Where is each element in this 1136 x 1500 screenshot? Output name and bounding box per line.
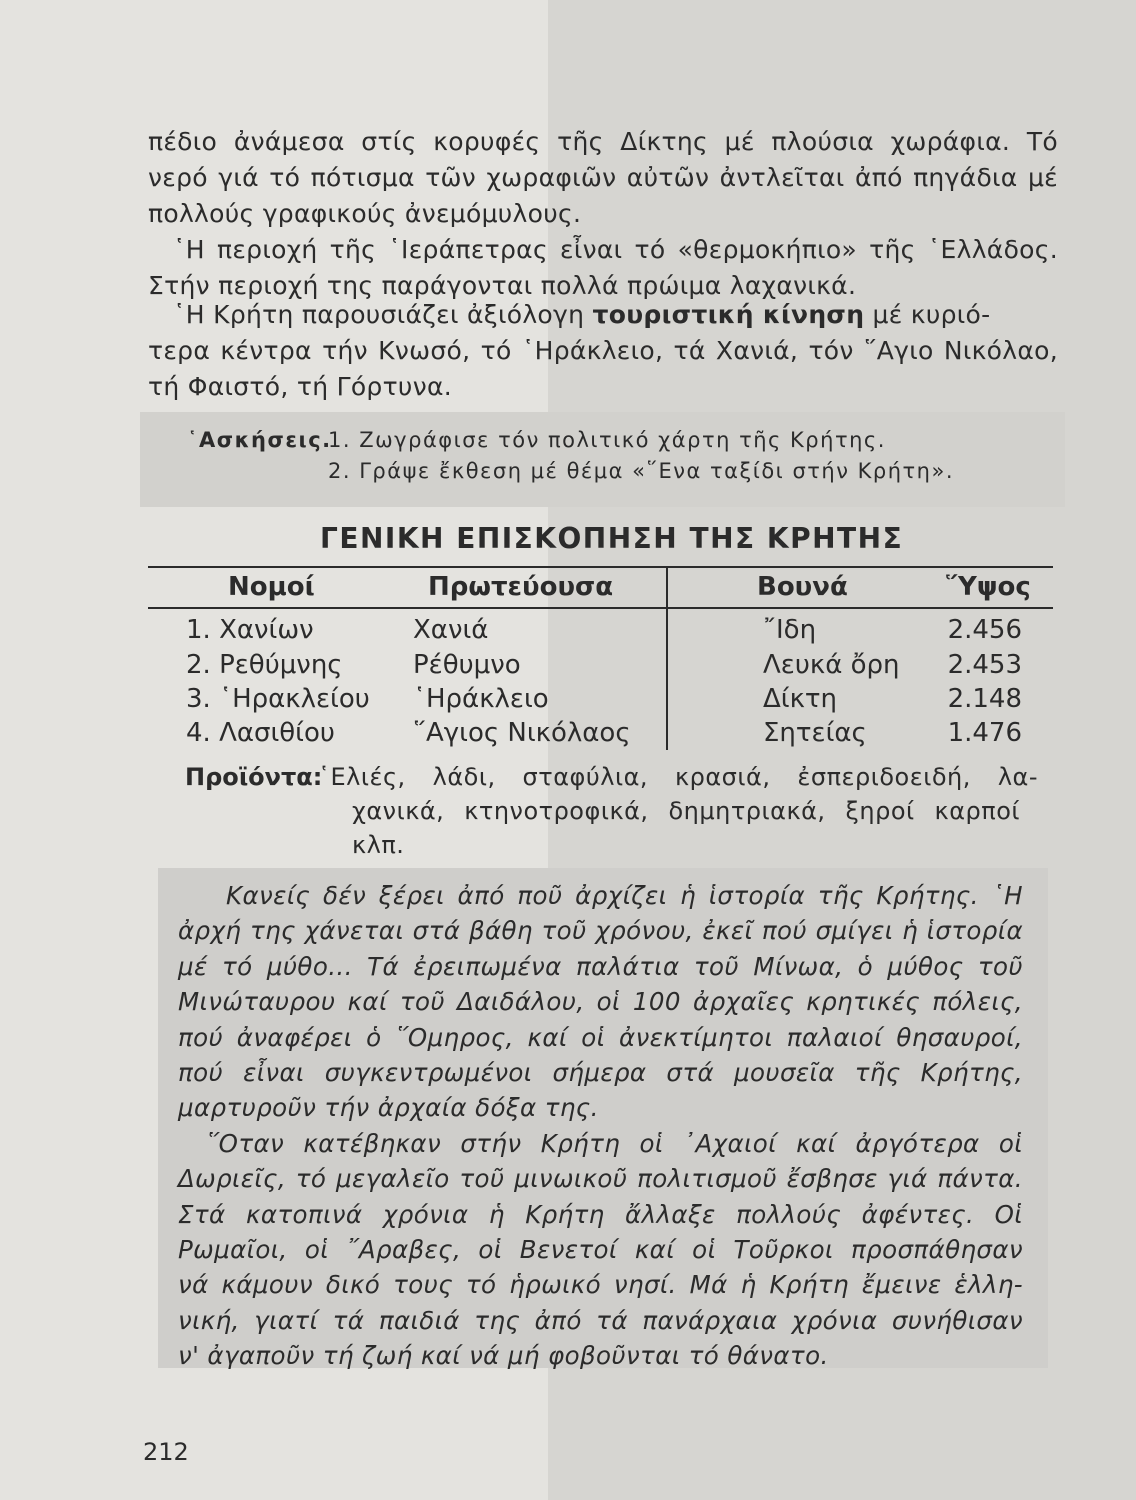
quote-line: Στά κατοπινά χρόνια ἡ Κρήτη ἄλλαξε πολλούς ἀφέντες. Οἱ: [178, 1199, 1023, 1229]
cell-prefecture: 1. Χανίων: [186, 615, 314, 645]
quote-text: [178, 878, 1023, 1374]
quote-line: πού ἀναφέρει ὁ ῞Ομηρος, καί οἱ ἀνεκτίμητοι παλαιοί θησαυροί,: [178, 1022, 1023, 1052]
cell-capital: ῞Αγιος Νικόλαος: [413, 718, 631, 748]
quote-line: Μινώταυρου καί τοῦ Δαιδάλου, οἱ 100 ἀρχαῖες κρητικές πόλεις,: [178, 987, 1023, 1017]
table-title: ΓΕΝΙΚΗ ΕΠΙΣΚΟΠΗΣΗ ΤΗΣ ΚΡΗΤΗΣ: [320, 522, 904, 555]
quote-line: Κανείς δέν ξέρει ἀπό ποῦ ἀρχίζει ἡ ἱστορία τῆς Κρήτης. ῾Η: [226, 881, 1023, 910]
text-run: ῾Η Κρήτη παρουσιάζει ἀξιόλογη: [173, 300, 593, 329]
cell-altitude: 2.148: [947, 684, 1022, 714]
exercise-item-2: 2. Γράψε ἔκθεση μέ θέμα «῞Ενα ταξίδι στήν Κρήτη».: [328, 459, 955, 483]
table-column-divider: [666, 566, 668, 750]
cell-mountain: Δίκτη: [763, 684, 838, 714]
text-line: ῾Η περιοχή τῆς ῾Ιεράπετρας εἶναι τό «θερμοκήπιο» τῆς ῾Ελλάδος.: [173, 235, 1058, 264]
quote-line: μαρτυροῦν τήν ἀρχαία δόξα της.: [178, 1093, 599, 1123]
text-run: μέ κυριό-: [864, 300, 991, 329]
cell-altitude: 1.476: [947, 718, 1022, 748]
products-label: Προϊόντα:: [185, 763, 323, 791]
products-line: χανικά, κτηνοτροφικά, δημητριακά, ξηροί καρποί: [352, 797, 1020, 825]
cell-capital: ῾Ηράκλειο: [413, 684, 549, 714]
cell-capital: Χανιά: [413, 615, 489, 645]
text-line: τή Φαιστό, τή Γόρτυνα.: [148, 372, 452, 401]
cell-altitude: 2.456: [947, 615, 1022, 645]
quote-line: μέ τό μύθο... Τά ἐρειπωμένα παλάτια τοῦ Μίνωα, ὁ μύθος τοῦ: [178, 951, 1023, 981]
text-line: τερα κέντρα τήν Κνωσό, τό ῾Ηράκλειο, τά Χανιά, τόν ῞Αγιο Νικόλαο,: [148, 336, 1058, 365]
quote-line: Δωριεῖς, τό μεγαλεῖο τοῦ μινωικοῦ πολιτισμοῦ ἔσβησε γιά πάντα.: [178, 1164, 1023, 1194]
cell-prefecture: 2. Ρεθύμνης: [186, 650, 343, 680]
page-number: 212: [143, 1438, 189, 1466]
paragraph-1: [148, 124, 1058, 232]
quote-line: νά κάμουν δικό τους τό ἡρωικό νησί. Μά ἡ Κρήτη ἔμεινε ἑλλη-: [178, 1270, 1023, 1300]
text-line: πέδιο ἀνάμεσα στίς κορυφές τῆς Δίκτης μέ πλούσια χωράφια. Τό: [148, 127, 1058, 156]
exercise-item-1: 1. Ζωγράφισε τόν πολιτικό χάρτη τῆς Κρήτης.: [328, 428, 886, 452]
cell-mountain: Σητείας: [763, 718, 867, 748]
table-rule-header: [148, 607, 1053, 609]
cell-mountain: ῎Ιδη: [763, 615, 817, 645]
text-line: νερό γιά τό πότισμα τῶν χωραφιῶν αὐτῶν ἀντλεῖται ἀπό πηγάδια μέ: [148, 163, 1058, 192]
bold-term: τουριστική κίνηση: [592, 300, 865, 329]
text-line: [148, 297, 1058, 333]
cell-mountain: Λευκά ὄρη: [763, 650, 900, 680]
cell-capital: Ρέθυμνο: [413, 650, 521, 680]
cell-prefecture: 3. ῾Ηρακλείου: [186, 684, 370, 714]
table-header-altitude: ῞Υψος: [945, 572, 1031, 602]
quote-line: πού εἶναι συγκεντρωμένοι σήμερα στά μουσεῖα τῆς Κρήτης,: [178, 1058, 1023, 1088]
products-line: κλπ.: [352, 831, 405, 859]
cell-prefecture: 4. Λασιθίου: [186, 718, 335, 748]
quote-line: ἀρχή της χάνεται στά βάθη τοῦ χρόνου, ἐκεῖ πού σμίγει ἡ ἱστορία: [178, 916, 1023, 946]
quote-line: Ρωμαῖοι, οἱ ῎Αραβες, οἱ Βενετοί καί οἱ Τοῦρκοι προσπάθησαν: [178, 1235, 1023, 1265]
text-line: πολλούς γραφικούς ἀνεμόμυλους.: [148, 199, 582, 228]
quote-line: ῞Οταν κατέβηκαν στήν Κρήτη οἱ ᾿Αχαιοί καί ἀργότερα οἱ: [206, 1128, 1023, 1158]
quote-line: ν' ἀγαποῦν τή ζωή καί νά μή φοβοῦνται τό θάνατο.: [178, 1341, 829, 1371]
cell-altitude: 2.453: [947, 650, 1022, 680]
table-header-mountains: Βουνά: [757, 572, 848, 602]
table-rule-top: [148, 566, 1053, 568]
products-line: ῾Ελιές, λάδι, σταφύλια, κρασιά, ἐσπεριδοειδή, λα-: [318, 763, 1038, 791]
paragraph-3: [148, 297, 1058, 405]
exercises-heading: ῾Ασκήσεις.: [187, 428, 332, 452]
paragraph-2: [148, 232, 1058, 304]
text-line: Στήν περιοχή της παράγονται πολλά πρώιμα λαχανικά.: [148, 271, 857, 300]
quote-line: νική, γιατί τά παιδιά της ἀπό τά πανάρχαια χρόνια συνήθισαν: [178, 1305, 1023, 1335]
table-header-prefectures: Νομοί: [228, 572, 315, 602]
table-header-capital: Πρωτεύουσα: [428, 572, 614, 602]
